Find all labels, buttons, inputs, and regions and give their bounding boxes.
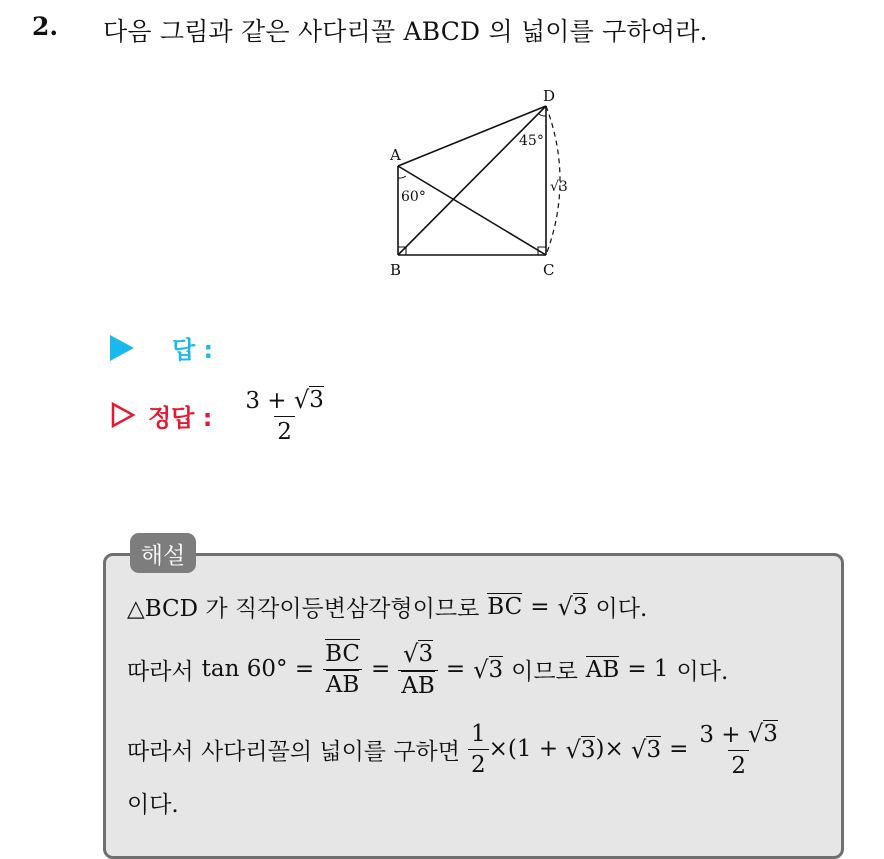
diagonal-bd bbox=[398, 106, 546, 255]
l3-times1: × bbox=[488, 736, 508, 763]
sqrt-icon: √ bbox=[747, 719, 764, 748]
l1-pre: △BCD 가 직각이등변삼각형이므로 bbox=[127, 596, 480, 622]
answer-row bbox=[110, 330, 213, 365]
solution-line-4 bbox=[127, 786, 179, 819]
l3-res-den: 2 bbox=[728, 750, 749, 779]
l2-mid: 이므로 bbox=[511, 658, 578, 685]
l2-frac-2 bbox=[398, 640, 438, 699]
l2-f2-den: AB bbox=[401, 672, 435, 699]
correct-answer-row bbox=[110, 386, 327, 445]
l3-half-den: 2 bbox=[468, 749, 489, 778]
question-number: 2. bbox=[32, 12, 59, 41]
l2-f1-num: BC bbox=[325, 640, 361, 667]
l1-root: 3 bbox=[572, 594, 588, 621]
answer-num-prefix: 3 + bbox=[245, 387, 287, 414]
l2-f2-root: 3 bbox=[418, 641, 434, 667]
l2-root: 3 bbox=[488, 657, 504, 684]
l2-pre: 따라서 bbox=[127, 658, 194, 685]
solution-tag: 해설 bbox=[130, 533, 196, 573]
l3-root1: 3 bbox=[580, 737, 596, 764]
l3-times2: × bbox=[604, 736, 624, 763]
play-icon bbox=[110, 335, 134, 361]
side-dc-label: √3 bbox=[550, 179, 568, 195]
l3-half-num: 1 bbox=[471, 720, 486, 747]
l2-post: 이다. bbox=[676, 658, 729, 685]
l1-eq: = bbox=[530, 593, 550, 620]
l1-segment-bc: BC bbox=[487, 594, 523, 621]
answer-num-root: 3 bbox=[309, 387, 324, 413]
arc-angle-d bbox=[539, 114, 546, 116]
l2-val: = 1 bbox=[627, 656, 669, 683]
l3-paren-close: ) bbox=[595, 736, 605, 763]
sqrt-icon: √ bbox=[557, 593, 573, 622]
l2-f1-den: AB bbox=[325, 671, 360, 698]
l3-result bbox=[696, 720, 781, 779]
sqrt-icon: √ bbox=[403, 639, 419, 668]
solution-line-2 bbox=[127, 640, 728, 699]
l3-half bbox=[468, 721, 489, 778]
sqrt-icon: √ bbox=[565, 736, 581, 765]
label-c: C bbox=[543, 261, 555, 279]
l3-eq: = bbox=[669, 736, 689, 763]
l3-sqrt-1 bbox=[565, 736, 596, 765]
question-text: 다음 그림과 같은 사다리꼴 ABCD 의 넓이를 구하여라. bbox=[103, 17, 708, 46]
arc-angle-a bbox=[398, 176, 406, 178]
l3-pre: 따라서 사다리꼴의 넓이를 구하면 bbox=[127, 738, 460, 765]
outline-play-icon bbox=[110, 401, 136, 429]
l3-paren-open: (1 + bbox=[507, 736, 559, 763]
answer-denominator: 2 bbox=[274, 416, 295, 445]
l4-text: 이다. bbox=[127, 792, 179, 818]
correct-answer-label: 정답 : bbox=[148, 403, 213, 432]
trapezoid-figure bbox=[380, 85, 590, 285]
answer-fraction bbox=[242, 386, 327, 445]
diagonal-ac bbox=[398, 166, 546, 255]
l2-sqrt bbox=[473, 656, 504, 685]
l3-sqrt-2 bbox=[631, 736, 662, 765]
sqrt-icon: √ bbox=[473, 656, 489, 685]
angle-d-label: 45° bbox=[519, 133, 544, 149]
l3-res-root: 3 bbox=[763, 721, 778, 747]
l2-eq1: = bbox=[371, 656, 391, 683]
sqrt-icon: √ bbox=[631, 736, 647, 765]
l2-eq2: = bbox=[445, 656, 466, 683]
solution-line-3 bbox=[127, 720, 781, 779]
l1-sqrt bbox=[557, 593, 588, 622]
l3-res-prefix: 3 + bbox=[699, 721, 741, 748]
l1-post: 이다. bbox=[595, 596, 648, 622]
sqrt-icon: √ bbox=[293, 385, 310, 414]
answer-label: 답 : bbox=[172, 336, 214, 364]
l3-root2: 3 bbox=[646, 737, 662, 764]
angle-a-label: 60° bbox=[401, 189, 426, 205]
label-b: B bbox=[390, 261, 402, 279]
l2-segment-ab: AB bbox=[585, 657, 620, 684]
solution-line-1 bbox=[127, 590, 647, 623]
label-d: D bbox=[543, 87, 556, 105]
l2-frac-1 bbox=[322, 641, 363, 698]
label-a: A bbox=[390, 146, 401, 164]
l2-tan: tan 60° = bbox=[201, 656, 315, 683]
